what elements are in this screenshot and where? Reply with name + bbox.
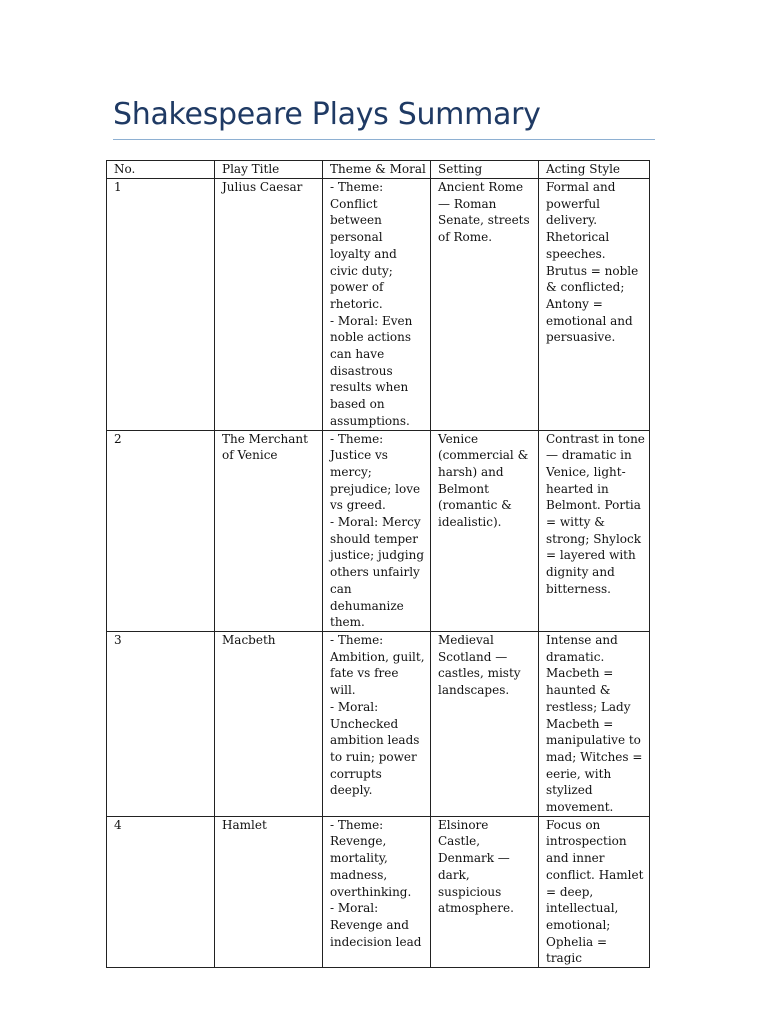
cell-theme-moral: - Theme: Conflict between personal loyalty and civic duty; power of rhetoric. - Moral: Even noble actions can have disastrous results when based on assumptions. [323, 179, 431, 431]
header-play-title: Play Title [215, 161, 323, 179]
cell-no: 3 [107, 631, 215, 816]
cell-setting: Venice (commercial & harsh) and Belmont (romantic & idealistic). [431, 430, 539, 631]
cell-play-title: Macbeth [215, 631, 323, 816]
table-row [107, 631, 650, 816]
cell-setting: Ancient Rome — Roman Senate, streets of Rome. [431, 179, 539, 431]
cell-acting-style: Formal and powerful delivery. Rhetorical speeches. Brutus = noble & conflicted; Antony = emotional and persuasive. [539, 179, 650, 431]
title-underline [113, 139, 655, 140]
cell-acting-style: Contrast in tone — dramatic in Venice, light-hearted in Belmont. Portia = witty & strong; Shylock = layered with dignity and bitterness. [539, 430, 650, 631]
cell-theme-moral: - Theme: Ambition, guilt, fate vs free will. - Moral: Unchecked ambition leads to ruin; power corrupts deeply. [323, 631, 431, 816]
cell-theme-moral: - Theme: Revenge, mortality, madness, overthinking. - Moral: Revenge and indecision lead [323, 816, 431, 967]
cell-setting: Medieval Scotland — castles, misty landscapes. [431, 631, 539, 816]
table-row [107, 816, 650, 967]
cell-theme-moral: - Theme: Justice vs mercy; prejudice; love vs greed. - Moral: Mercy should temper justice; judging others unfairly can dehumanize them. [323, 430, 431, 631]
cell-no: 2 [107, 430, 215, 631]
cell-acting-style: Focus on introspection and inner conflict. Hamlet = deep, intellectual, emotional; Ophelia = tragic [539, 816, 650, 967]
cell-no: 1 [107, 179, 215, 431]
plays-summary-table [106, 160, 650, 968]
header-acting-style: Acting Style [539, 161, 650, 179]
cell-acting-style: Intense and dramatic. Macbeth = haunted & restless; Lady Macbeth = manipulative to mad; Witches = eerie, with stylized movement. [539, 631, 650, 816]
cell-play-title: Hamlet [215, 816, 323, 967]
table-row [107, 179, 650, 431]
header-no: No. [107, 161, 215, 179]
cell-play-title: The Merchant of Venice [215, 430, 323, 631]
cell-play-title: Julius Caesar [215, 179, 323, 431]
header-theme-moral: Theme & Moral [323, 161, 431, 179]
table-row [107, 430, 650, 631]
header-setting: Setting [431, 161, 539, 179]
cell-setting: Elsinore Castle, Denmark — dark, suspicious atmosphere. [431, 816, 539, 967]
table-header-row [107, 161, 650, 179]
document-title: Shakespeare Plays Summary [113, 97, 541, 132]
cell-no: 4 [107, 816, 215, 967]
